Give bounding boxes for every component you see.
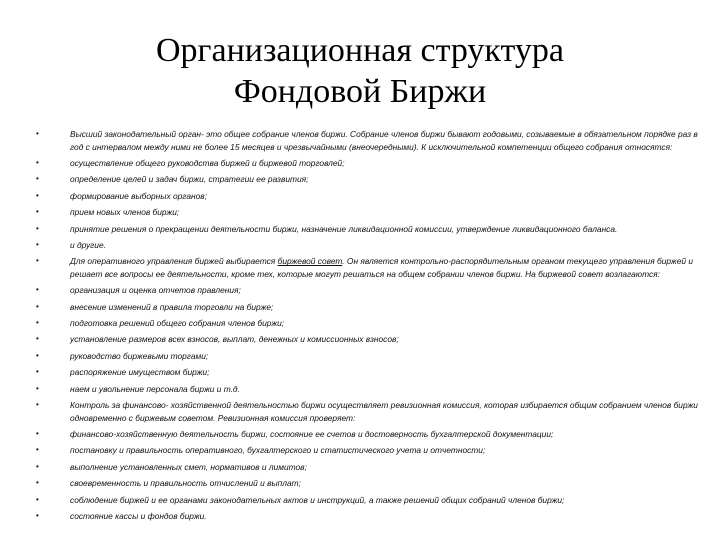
bullet-marker: • [36, 494, 39, 504]
list-item-text: прием новых членов биржи; [70, 207, 180, 218]
list-item [36, 333, 698, 346]
list-item [36, 284, 698, 297]
list-item-text: формирование выборных органов; [70, 190, 207, 201]
bullet-marker: • [36, 334, 39, 344]
list-item [36, 190, 698, 203]
bullet-marker: • [36, 383, 39, 393]
list-item-text: подготовка решений общего собрания членов биржи; [70, 318, 285, 329]
bullet-marker: • [36, 367, 39, 377]
list-item [36, 239, 698, 252]
list-item-text: осуществление общего руководства биржей и биржевой торговлей; [70, 157, 345, 168]
bullet-marker: • [36, 157, 39, 167]
list-item-text: внесение изменений в правила торговли на бирже; [70, 301, 274, 312]
list-item [36, 350, 698, 363]
list-item [36, 173, 698, 186]
bullet-marker: • [36, 510, 39, 520]
list-item [36, 461, 698, 474]
title-line-1: Организационная структура [156, 32, 564, 69]
list-item [36, 366, 698, 379]
list-item-text: . Он является контрольно-распорядительным органом текущего управления биржей и решает все вопросы ее деятельности, кроме тех, которые могут решаться на общем собрании членов биржи. На биржевой совет возлагаются: [70, 256, 693, 279]
slide-title [60, 30, 660, 112]
list-item-text: распоряжение имуществом биржи; [70, 367, 210, 378]
list-item-text: состояние кассы и фондов биржи. [70, 510, 207, 521]
list-item [36, 317, 698, 330]
list-item-text: и другие. [70, 239, 106, 250]
list-item-text: руководство биржевыми торгами; [70, 350, 209, 361]
bullet-marker: • [36, 256, 39, 266]
list-item [36, 399, 698, 424]
list-item [36, 157, 698, 170]
bullet-marker: • [36, 429, 39, 439]
list-item-text: определение целей и задач биржи, стратегии ее развития; [70, 174, 309, 185]
list-item [36, 128, 698, 153]
bullet-marker: • [36, 239, 39, 249]
list-item [36, 444, 698, 457]
list-item-text: принятие решения о прекращении деятельности биржи, назначение ликвидационной комиссии, утверждение ликвидационного баланса. [70, 223, 618, 234]
bullet-marker: • [36, 129, 39, 138]
bullet-marker: • [36, 174, 39, 184]
bullet-marker: • [36, 285, 39, 295]
underlined-term: биржевой совет [277, 256, 343, 267]
bullet-marker: • [36, 207, 39, 217]
bullet-marker: • [36, 190, 39, 200]
title-line-2: Фондовой Биржи [233, 73, 487, 110]
list-item-text: постановку и правильность оперативного, бухгалтерского и статистического учета и отчетности; [70, 445, 486, 456]
list-item [36, 428, 698, 441]
list-item [36, 223, 698, 236]
bullet-marker: • [36, 478, 39, 488]
list-item [36, 206, 698, 219]
bullet-marker: • [36, 301, 39, 311]
list-item [36, 510, 698, 523]
list-item-text: соблюдение биржей и ее органами законодательных актов и инструкций, а также решений общих собраний членов биржи; [70, 494, 565, 505]
bullet-marker: • [36, 223, 39, 233]
bullet-marker: • [36, 461, 39, 471]
list-item [36, 255, 698, 280]
list-item-text: Высший законодательный орган- это общее собрание членов биржи. Собрание членов биржи бывают годовыми, созываемые в обязательном порядке раз в год с интервалом между ними не более 15 месяцев и чрезвычайными (внеочередными). К исключительной компетенции общего собрания относятся: [70, 129, 698, 152]
bullet-marker: • [36, 445, 39, 455]
list-item-text: наем и увольнение персонала биржи и т.д. [70, 383, 240, 394]
bullet-list [36, 128, 698, 526]
bullet-marker: • [36, 400, 39, 410]
list-item-text: выполнение установленных смет, нормативов и лимитов; [70, 461, 307, 472]
list-item-text: своевременность и правильность отчислений и выплат; [70, 478, 301, 489]
list-item [36, 477, 698, 490]
list-item [36, 494, 698, 507]
list-item [36, 301, 698, 314]
list-item-text: организация и оценка отчетов правления; [70, 285, 241, 296]
list-item-text: Контроль за финансово- хозяйственной деятельностью биржи осуществляет ревизионная комиссия, которая избирается общим собранием членов биржи одновременно с биржевым советом. Ревизионная комиссия проверяет: [70, 400, 698, 423]
bullet-marker: • [36, 318, 39, 328]
list-item-text: Для оперативного управления биржей выбирается [70, 256, 278, 267]
list-item [36, 383, 698, 396]
list-item-text: установление размеров всех взносов, выплат, денежных и комиссионных взносов; [70, 334, 399, 345]
bullet-marker: • [36, 350, 39, 360]
list-item-text: финансово-хозяйственную деятельность биржи, состояние ее счетов и достоверность бухгалтерской документации; [70, 429, 554, 440]
